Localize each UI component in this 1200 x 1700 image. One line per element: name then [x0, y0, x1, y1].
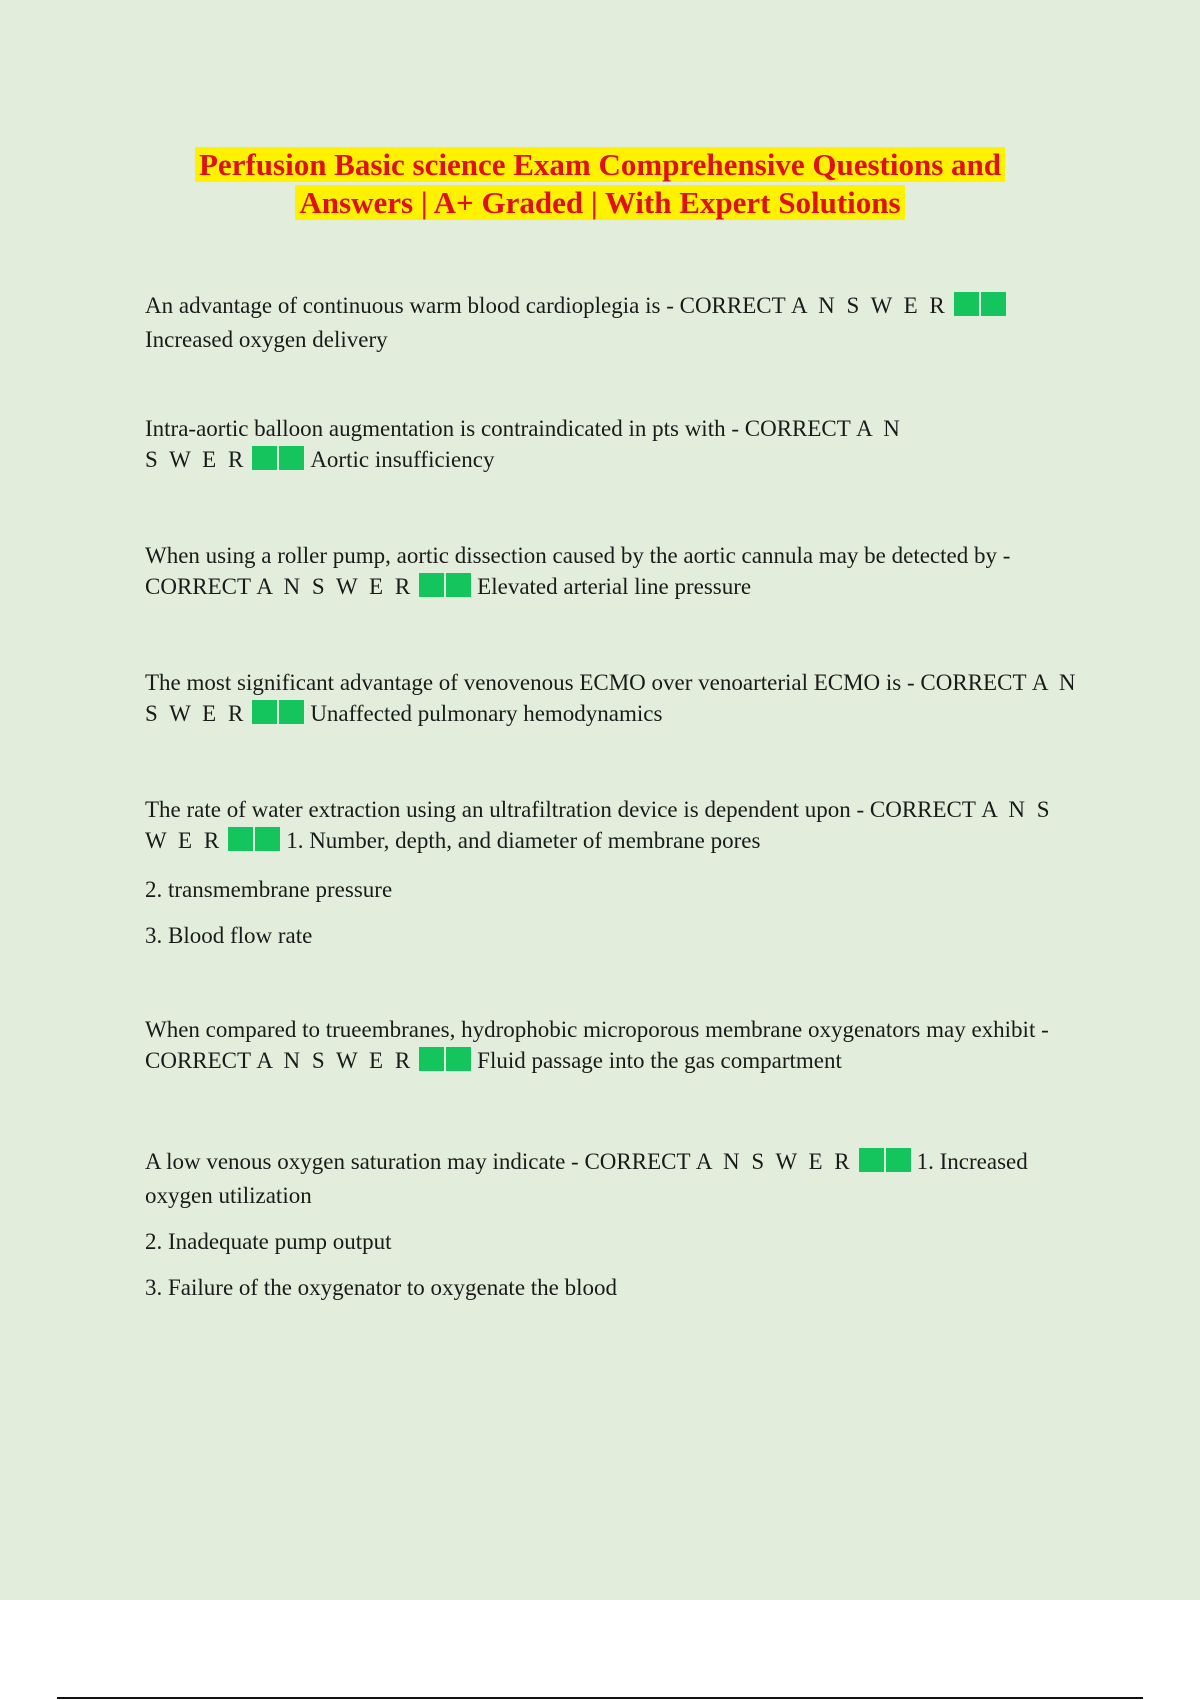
answer-marker-icon — [954, 292, 1008, 324]
answer-label-prefix: CORRECT — [744, 416, 851, 441]
answer-text: Elevated arterial line pressure — [477, 574, 752, 599]
document-title — [0, 146, 1200, 222]
qa-item-5 — [145, 794, 1085, 951]
answer-label-letters: A N S W E R — [145, 797, 1053, 853]
answer-marker-icon — [419, 573, 473, 605]
answer-label-letters: A N S W E R — [256, 1048, 414, 1073]
question-text: The rate of water extraction using an ultrafiltration device is dependent upon - — [145, 797, 870, 822]
answer-text: Increased oxygen delivery — [145, 327, 388, 352]
qa-item-7 — [145, 1146, 1085, 1303]
answer-extra-line: 3. Blood flow rate — [145, 923, 313, 948]
question-text: The most significant advantage of venovenous ECMO over venoarterial ECMO is - — [145, 670, 921, 695]
answer-text: Unaffected pulmonary hemodynamics — [310, 701, 663, 726]
qa-item-6 — [145, 1014, 1085, 1079]
answer-marker-icon — [859, 1148, 913, 1180]
answer-text: 1. Number, depth, and diameter of membrane pores — [286, 828, 761, 853]
answer-text: Aortic insufficiency — [310, 447, 495, 472]
answer-label-letters: A N S W E R — [695, 1149, 853, 1174]
answer-marker-icon — [419, 1047, 473, 1079]
title-line-1: Perfusion Basic science Exam Comprehensive Questions and — [195, 147, 1005, 182]
answer-text: Fluid passage into the gas compartment — [477, 1048, 842, 1073]
answer-marker-icon — [252, 446, 306, 478]
answer-label-letters: A N S W E R — [256, 574, 414, 599]
title-line-2: Answers | A+ Graded | With Expert Solutions — [295, 185, 904, 220]
answer-label-prefix: CORRECT — [869, 797, 976, 822]
answer-extra-line: 2. transmembrane pressure — [145, 877, 393, 902]
qa-item-2 — [145, 413, 905, 478]
question-text: When compared to trueembranes, hydrophobic microporous membrane oxygenators may exhibit - — [145, 1017, 1049, 1042]
qa-item-1 — [145, 290, 1085, 355]
answer-extra-line: 2. Inadequate pump output — [145, 1229, 392, 1254]
answer-label-prefix: CORRECT — [145, 1048, 251, 1073]
question-text: An advantage of continuous warm blood cardioplegia is - — [145, 293, 680, 318]
question-text: When using a roller pump, aortic dissection caused by the aortic cannula may be detected by - — [145, 543, 1011, 568]
answer-label-letters: A N S W E R — [791, 293, 948, 318]
answer-label-letters: A N S W E R — [145, 416, 903, 472]
question-text: Intra-aortic balloon augmentation is contraindicated in pts with - — [145, 416, 745, 441]
qa-item-3 — [145, 540, 1085, 605]
answer-text: 1. Increased oxygen utilization — [145, 1149, 1028, 1208]
answer-extra-line: 3. Failure of the oxygenator to oxygenate the blood — [145, 1275, 618, 1300]
answer-label-prefix: CORRECT — [145, 574, 251, 599]
qa-item-4 — [145, 667, 1085, 732]
answer-marker-icon — [228, 827, 282, 859]
answer-label-letters: A N S W E R — [145, 670, 1079, 726]
answer-marker-icon — [252, 700, 306, 732]
answer-label-prefix: CORRECT — [584, 1149, 691, 1174]
answer-label-prefix: CORRECT — [920, 670, 1027, 695]
answer-label-prefix: CORRECT — [679, 293, 786, 318]
question-text: A low venous oxygen saturation may indicate - — [145, 1149, 585, 1174]
footer-divider — [57, 1697, 1143, 1699]
